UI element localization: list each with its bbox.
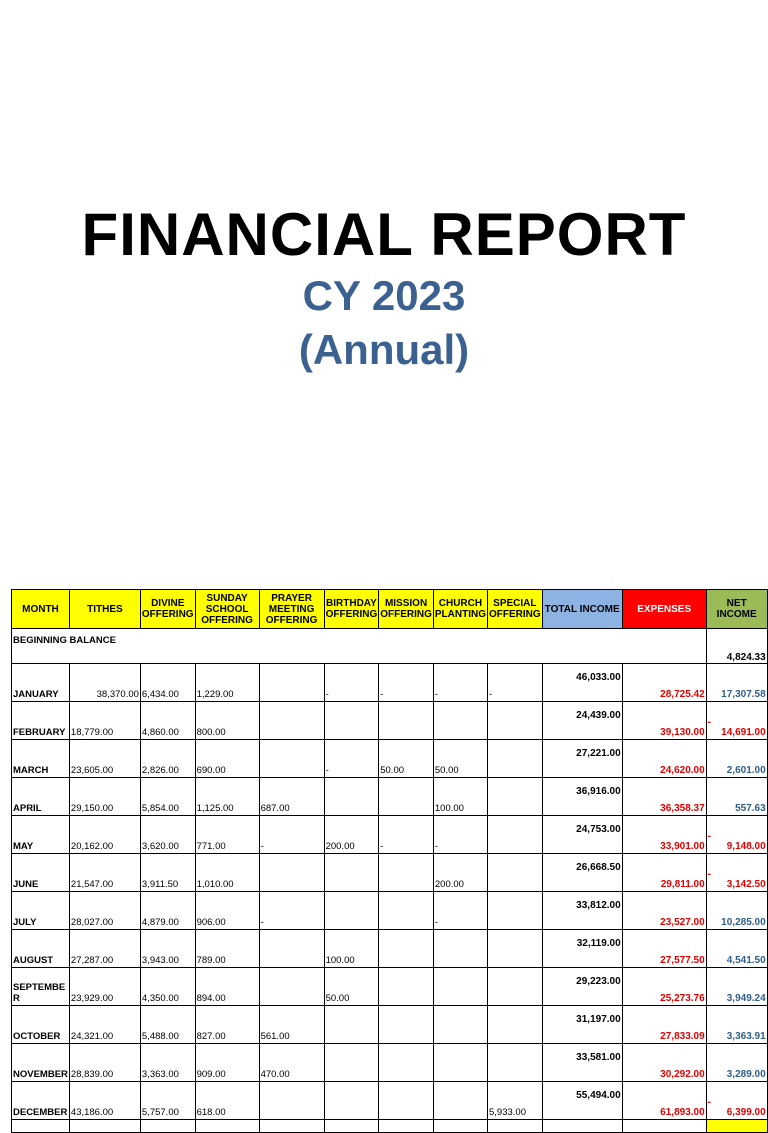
birthday-cell: - [324,740,379,778]
net-income-value: 9,148.00 [726,841,766,852]
net-income-value: 3,142.50 [726,879,766,890]
special-cell [488,778,543,816]
net-income-value: 10,285.00 [721,917,766,928]
sunday-cell: 690.00 [195,740,259,778]
prayer-cell: 687.00 [259,778,324,816]
table-row-partial [12,1120,768,1133]
total-income-cell: 24,439.00 [542,702,622,740]
sunday-cell: 906.00 [195,892,259,930]
birthday-cell [324,778,379,816]
prayer-cell: 561.00 [259,1006,324,1044]
church-cell: - [433,664,487,702]
total-income-cell: 26,668.50 [542,854,622,892]
net-income-value: 557.63 [735,803,766,814]
prayer-cell [259,740,324,778]
church-cell: - [433,892,487,930]
tithes-cell: 24,321.00 [69,1006,140,1044]
net-income-cell [706,1044,767,1082]
negative-sign: - [707,1097,712,1108]
mission-cell [379,930,434,968]
table-row [12,892,768,930]
header-tithes: TITHES [69,590,140,629]
special-cell [488,968,543,1006]
divine-cell: 5,757.00 [140,1082,195,1120]
prayer-cell [259,702,324,740]
net-income-value: 4,541.50 [726,955,766,966]
net-income-cell [706,664,767,702]
empty-cell [12,1120,70,1133]
tithes-cell: 23,929.00 [69,968,140,1006]
mission-cell [379,968,434,1006]
divine-cell: 5,854.00 [140,778,195,816]
prayer-cell: - [259,892,324,930]
sunday-cell: 1,010.00 [195,854,259,892]
special-cell: 5,933.00 [488,1082,543,1120]
net-income-cell [706,778,767,816]
divine-cell: 3,911.50 [140,854,195,892]
expenses-cell: 24,620.00 [622,740,706,778]
sunday-cell: 789.00 [195,930,259,968]
tithes-cell: 38,370.00 [69,664,140,702]
total-income-cell: 46,033.00 [542,664,622,702]
divine-cell: 4,879.00 [140,892,195,930]
total-income-cell: 33,581.00 [542,1044,622,1082]
month-cell: APRIL [12,778,70,816]
mission-cell [379,1006,434,1044]
divine-cell: 3,620.00 [140,816,195,854]
tithes-cell: 21,547.00 [69,854,140,892]
total-income-cell: 36,916.00 [542,778,622,816]
birthday-cell [324,892,379,930]
church-cell [433,702,487,740]
prayer-cell: 470.00 [259,1044,324,1082]
header-birthday-offering: BIRTHDAY OFFERING [324,590,379,629]
header-church-planting: CHURCH PLANTING [433,590,487,629]
church-cell [433,1082,487,1120]
prayer-cell [259,930,324,968]
birthday-cell: 100.00 [324,930,379,968]
birthday-cell [324,1082,379,1120]
month-cell: JULY [12,892,70,930]
negative-sign: - [707,717,712,728]
birthday-cell [324,1044,379,1082]
birthday-cell: 50.00 [324,968,379,1006]
mission-cell [379,778,434,816]
total-income-cell: 24,753.00 [542,816,622,854]
divine-cell: 3,363.00 [140,1044,195,1082]
sunday-cell: 618.00 [195,1082,259,1120]
header-expenses: EXPENSES [622,590,706,629]
empty-cell [542,1120,622,1133]
total-income-cell: 27,221.00 [542,740,622,778]
empty-cell [140,1120,195,1133]
header-special-offering: SPECIAL OFFERING [488,590,543,629]
church-cell [433,968,487,1006]
report-period: (Annual) [298,326,470,373]
month-cell: NOVEMBER [12,1044,70,1082]
special-cell [488,892,543,930]
birthday-cell [324,854,379,892]
mission-cell: 50.00 [379,740,434,778]
total-income-cell: 55,494.00 [542,1082,622,1120]
mission-cell: - [379,816,434,854]
table-row [12,778,768,816]
month-cell: DECEMBER [12,1082,70,1120]
tithes-cell: 29,150.00 [69,778,140,816]
tithes-cell: 20,162.00 [69,816,140,854]
month-cell: SEPTEMBE R [12,968,70,1006]
total-income-cell: 31,197.00 [542,1006,622,1044]
empty-cell [379,1120,434,1133]
net-income-cell [706,930,767,968]
special-cell [488,1006,543,1044]
expenses-cell: 33,901.00 [622,816,706,854]
special-cell [488,702,543,740]
church-cell [433,1006,487,1044]
church-cell [433,1044,487,1082]
mission-cell [379,1044,434,1082]
empty-cell [433,1120,487,1133]
special-cell [488,816,543,854]
expenses-cell: 30,292.00 [622,1044,706,1082]
month-cell: JANUARY [12,664,70,702]
tithes-cell: 18,779.00 [69,702,140,740]
tithes-cell: 27,287.00 [69,930,140,968]
empty-cell [324,1120,379,1133]
table-row [12,702,768,740]
empty-cell [488,1120,543,1133]
sunday-cell: 800.00 [195,702,259,740]
financial-table [11,589,768,1133]
report-title: FINANCIAL REPORT [81,201,687,268]
expenses-cell: 61,893.00 [622,1082,706,1120]
mission-cell [379,702,434,740]
table-row [12,1044,768,1082]
church-cell: 200.00 [433,854,487,892]
sunday-cell: 1,229.00 [195,664,259,702]
expenses-cell: 27,833.09 [622,1006,706,1044]
net-income-value: 2,601.00 [726,765,766,776]
month-cell: MARCH [12,740,70,778]
header-month: MONTH [12,590,70,629]
expenses-cell: 25,273.76 [622,968,706,1006]
sunday-cell: 827.00 [195,1006,259,1044]
prayer-cell [259,968,324,1006]
report-year: CY 2023 [302,272,466,319]
special-cell [488,1044,543,1082]
mission-cell [379,1082,434,1120]
birthday-cell: 200.00 [324,816,379,854]
header-prayer-meeting-offering: PRAYER MEETING OFFERING [259,590,324,629]
mission-cell [379,892,434,930]
empty-cell [195,1120,259,1133]
empty-cell [706,1120,767,1133]
beginning-balance-row [12,629,768,664]
church-cell: 50.00 [433,740,487,778]
beginning-balance-label: BEGINNING BALANCE [12,629,707,664]
net-income-cell [706,854,767,892]
special-cell [488,854,543,892]
sunday-cell: 894.00 [195,968,259,1006]
divine-cell: 5,488.00 [140,1006,195,1044]
table-row [12,1006,768,1044]
special-cell [488,930,543,968]
prayer-cell [259,664,324,702]
header-mission-offering: MISSION OFFERING [379,590,434,629]
tithes-cell: 28,839.00 [69,1044,140,1082]
expenses-cell: 23,527.00 [622,892,706,930]
birthday-cell [324,1006,379,1044]
net-income-cell [706,892,767,930]
net-income-cell [706,1082,767,1120]
sunday-cell: 771.00 [195,816,259,854]
header-total-income: TOTAL INCOME [542,590,622,629]
month-cell: FEBRUARY [12,702,70,740]
divine-cell: 3,943.00 [140,930,195,968]
total-income-cell: 33,812.00 [542,892,622,930]
total-income-cell: 32,119.00 [542,930,622,968]
divine-cell: 6,434.00 [140,664,195,702]
tithes-cell: 43,186.00 [69,1082,140,1120]
net-income-value: 3,363.91 [726,1031,766,1042]
total-income-cell: 29,223.00 [542,968,622,1006]
special-cell [488,740,543,778]
expenses-cell: 36,358.37 [622,778,706,816]
tithes-cell: 23,605.00 [69,740,140,778]
prayer-cell: - [259,816,324,854]
birthday-cell: - [324,664,379,702]
church-cell [433,930,487,968]
empty-cell [69,1120,140,1133]
negative-sign: - [707,831,712,842]
net-income-cell [706,740,767,778]
net-income-cell [706,1006,767,1044]
church-cell: 100.00 [433,778,487,816]
net-income-value: 17,307.58 [721,689,766,700]
header-sunday-school-offering: SUNDAY SCHOOL OFFERING [195,590,259,629]
empty-cell [259,1120,324,1133]
net-income-value: 3,289.00 [726,1069,766,1080]
net-income-cell [706,702,767,740]
net-income-value: 14,691.00 [721,727,766,738]
sunday-cell: 909.00 [195,1044,259,1082]
net-income-value: 6,399.00 [726,1107,766,1118]
mission-cell [379,854,434,892]
divine-cell: 4,350.00 [140,968,195,1006]
month-cell: JUNE [12,854,70,892]
beginning-balance-value: 4,824.33 [706,629,767,664]
divine-cell: 4,860.00 [140,702,195,740]
table-row [12,968,768,1006]
tithes-cell: 28,027.00 [69,892,140,930]
table-row [12,854,768,892]
table-row [12,930,768,968]
divine-cell: 2,826.00 [140,740,195,778]
expenses-cell: 27,577.50 [622,930,706,968]
month-cell: MAY [12,816,70,854]
sunday-cell: 1,125.00 [195,778,259,816]
negative-sign: - [707,869,712,880]
header-net-income: NET INCOME [706,590,767,629]
expenses-cell: 39,130.00 [622,702,706,740]
table-row [12,816,768,854]
month-cell: OCTOBER [12,1006,70,1044]
expenses-cell: 28,725.42 [622,664,706,702]
mission-cell: - [379,664,434,702]
expenses-cell: 29,811.00 [622,854,706,892]
month-cell: AUGUST [12,930,70,968]
church-cell: - [433,816,487,854]
special-cell: - [488,664,543,702]
table-row [12,664,768,702]
header-divine-offering: DIVINE OFFERING [140,590,195,629]
empty-cell [622,1120,706,1133]
prayer-cell [259,854,324,892]
net-income-value: 3,949.24 [726,993,766,1004]
table-row [12,1082,768,1120]
table-row [12,740,768,778]
prayer-cell [259,1082,324,1120]
net-income-cell [706,968,767,1006]
birthday-cell [324,702,379,740]
net-income-cell [706,816,767,854]
